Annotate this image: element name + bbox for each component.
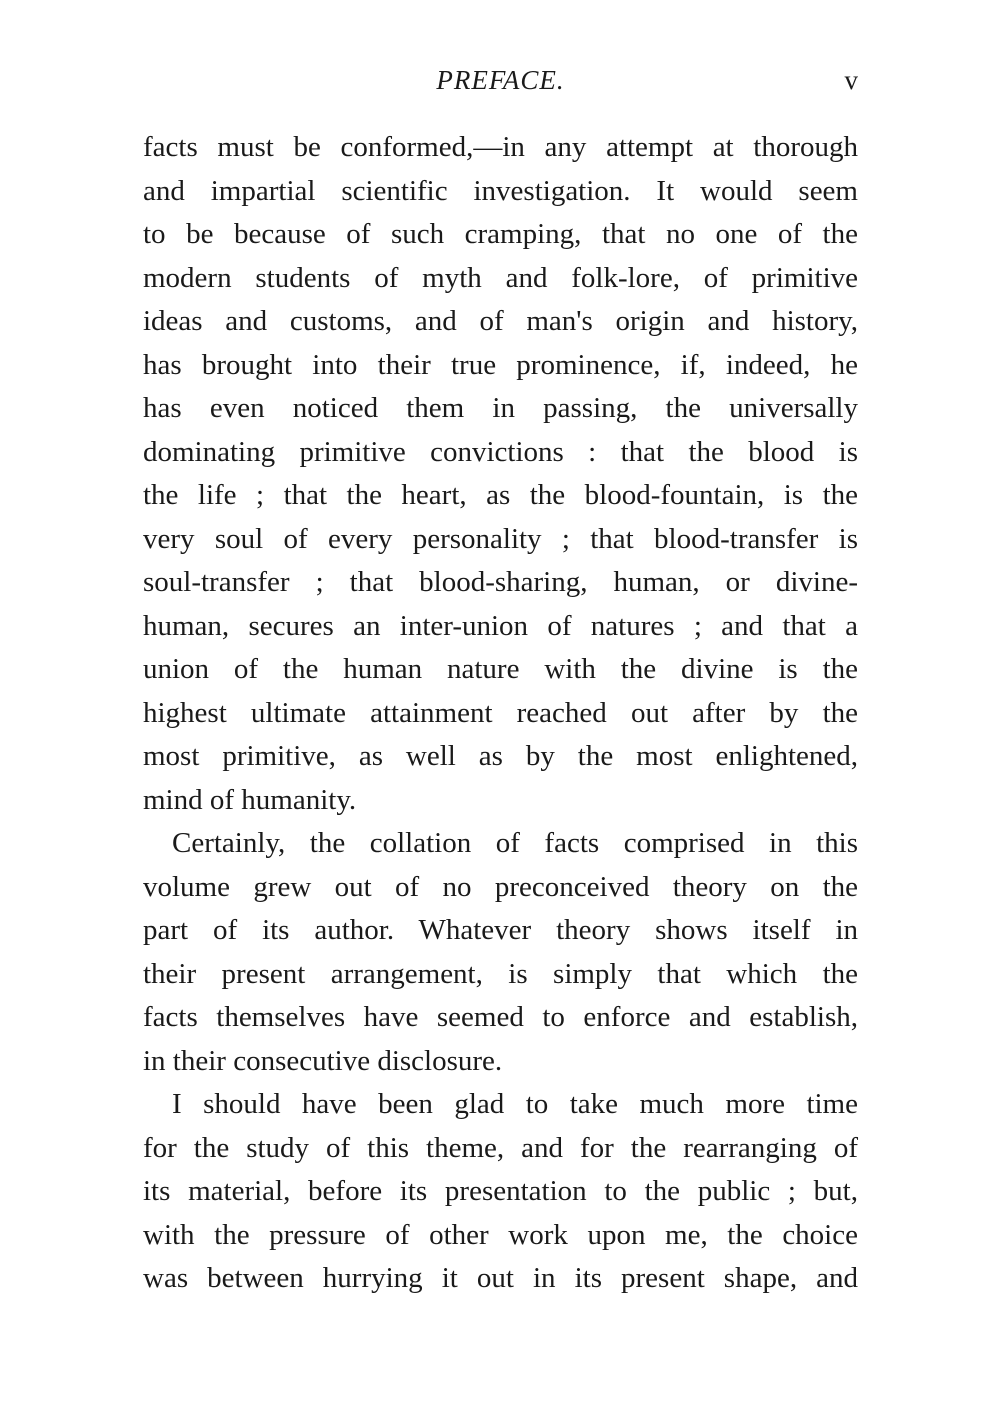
text-line: with the pressure of other work upon me, the choice <box>143 1218 858 1251</box>
text-line: the life ; that the heart, as the blood-fountain, is the <box>143 479 858 511</box>
text-line: volume grew out of no preconceived theory on the <box>143 870 858 903</box>
text-line: Certainly, the collation of facts comprised in this <box>172 827 858 859</box>
text-line: has even noticed them in passing, the universally <box>143 392 858 424</box>
text-line: mind of humanity. <box>143 783 357 816</box>
text-line: highest ultimate attainment reached out after by the <box>143 696 858 729</box>
text-line: very soul of every personality ; that blood-transfer is <box>143 522 858 555</box>
text-line: facts themselves have seemed to enforce and establish, <box>143 1001 858 1033</box>
running-head <box>143 60 858 100</box>
text-line: has brought into their true prominence, if, indeed, he <box>143 348 858 381</box>
text-line: for the study of this theme, and for the rearranging of <box>143 1131 858 1164</box>
text-line: its material, before its presentation to the public ; but, <box>143 1175 858 1207</box>
text-line: facts must be conformed,—in any attempt at thorough <box>143 131 858 163</box>
text-line: modern students of myth and folk-lore, of primitive <box>143 261 858 294</box>
text-line: their present arrangement, is simply that which the <box>143 957 858 990</box>
paragraph-1 <box>143 126 858 822</box>
page-number: v <box>844 65 858 95</box>
text-line: dominating primitive convictions : that the blood is <box>143 435 858 468</box>
text-line: part of its author. Whatever theory shows itself in <box>143 914 858 946</box>
text-line: in their consecutive disclosure. <box>143 1044 503 1077</box>
text-line: ideas and customs, and of man's origin and history, <box>143 305 858 337</box>
text-line: I should have been glad to take much more time <box>172 1088 858 1120</box>
text-line: to be because of such cramping, that no one of the <box>143 218 858 250</box>
body-text <box>143 126 858 1301</box>
text-line: soul-transfer ; that blood-sharing, human, or divine- <box>143 566 858 598</box>
text-line: human, secures an inter-union of natures ; and that a <box>143 609 858 642</box>
text-line: and impartial scientific investigation. It would seem <box>143 174 858 207</box>
text-line: union of the human nature with the divine is the <box>143 653 858 685</box>
text-line: most primitive, as well as by the most enlightened, <box>143 740 858 772</box>
text-line: was between hurrying it out in its present shape, and <box>143 1262 858 1294</box>
running-title: PREFACE. <box>436 65 565 95</box>
paragraph-2 <box>143 822 858 1083</box>
paragraph-3 <box>143 1083 858 1301</box>
